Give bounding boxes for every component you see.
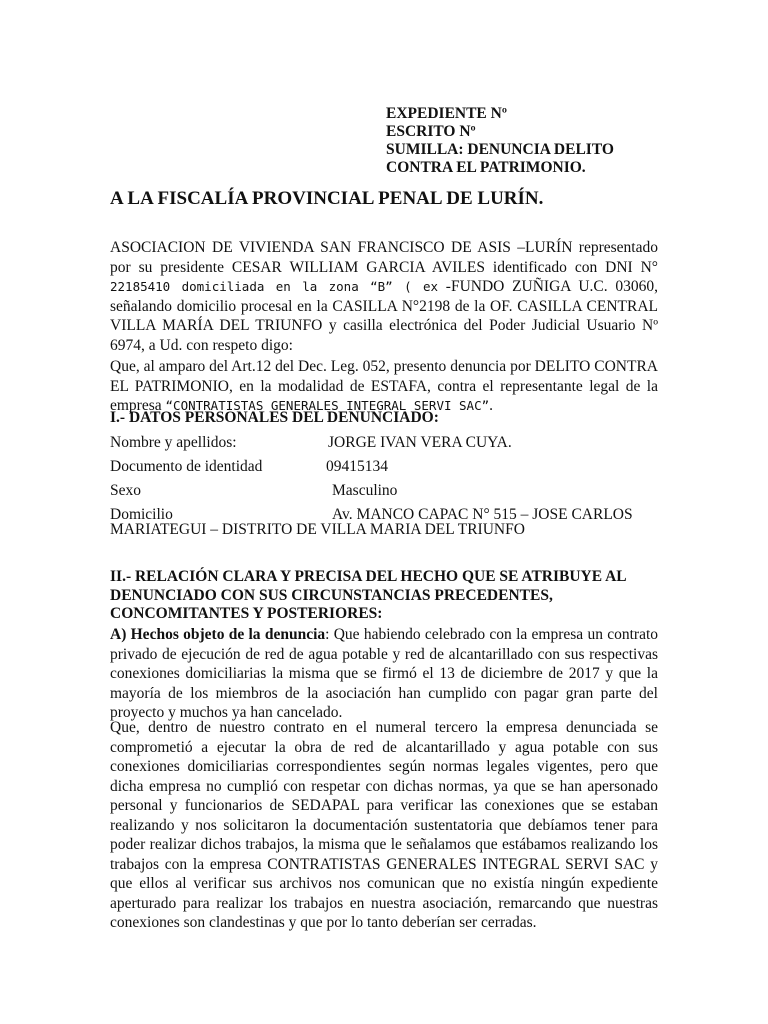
nombre-label: Nombre y apellidos:	[110, 434, 237, 451]
denuncia-paragraph	[110, 357, 658, 416]
nombre-value: JORGE IVAN VERA CUYA.	[328, 434, 512, 451]
intro-paragraph	[110, 238, 658, 355]
domicilio-continuation: MARIATEGUI – DISTRITO DE VILLA MARIA DEL TRIUNFO	[110, 521, 525, 538]
hechos-text: : Que habiendo celebrado con la empresa un contrato privado de ejecución de red de agua potable y red de alcantarillado con sus respectivas conexiones domiciliarias la misma que se firmó el 13 de diciembre de 2017 y que la mayoría de los miembros de la asociación han cumplido con pagar gran parte del proyecto y muchos ya han cancelado.	[110, 626, 659, 721]
documento-label: Documento de identidad	[110, 458, 263, 475]
field-nombre	[110, 434, 512, 452]
company-name-mono: “CONTRATISTAS GENERALES INTEGRAL SERVI SAC”	[165, 398, 490, 413]
field-sexo	[110, 482, 398, 500]
escrito-line: ESCRITO Nº	[386, 123, 476, 140]
documento-value: 09415134	[326, 458, 388, 475]
intro-text-1: ASOCIACION DE VIVIENDA SAN FRANCISCO DE ASIS –LURÍN representado por su presidente CESAR WILLIAM GARCIA AVILES identificado con DNI N°	[110, 239, 658, 276]
sexo-value: Masculino	[332, 482, 398, 499]
sumilla-line-2: CONTRA EL PATRIMONIO.	[386, 159, 586, 176]
field-documento	[110, 458, 388, 476]
hechos-paragraph	[110, 625, 658, 723]
domicilio-value: Av. MANCO CAPAC N° 515 – JOSE CARLOS	[332, 506, 633, 523]
hechos-label: A) Hechos objeto de la denuncia	[110, 626, 326, 643]
expediente-line: EXPEDIENTE Nº	[386, 105, 507, 122]
denuncia-text-1: Que, al amparo del Art.12 del Dec. Leg. 052, presento denuncia por DELITO CONTRA EL PATRIMONIO, en la modalidad de ESTAFA, contra el representante legal de la empresa	[110, 358, 658, 414]
sumilla-line: SUMILLA: DENUNCIA DELITO	[386, 141, 614, 158]
domicilio-label: Domicilio	[110, 506, 173, 523]
addressee-title: A LA FISCALÍA PROVINCIAL PENAL DE LURÍN.	[110, 188, 544, 209]
denuncia-text-2: .	[489, 397, 493, 414]
case-header	[386, 105, 614, 177]
intro-text-2: -FUNDO ZUÑIGA U.C. 03060, señalando domicilio procesal en la CASILLA N°2198 de la OF. CASILLA CENTRAL VILLA MARÍA DEL TRIUNFO y casilla electrónica del Poder Judicial Usuario Nº 6974, a Ud. con respeto digo:	[110, 278, 658, 354]
section-2-heading: II.- RELACIÓN CLARA Y PRECISA DEL HECHO QUE SE ATRIBUYE AL DENUNCIADO CON SUS CIRCUNSTANCIAS PRECEDENTES, CONCOMITANTES Y POSTERIORES:	[110, 568, 626, 622]
sexo-label: Sexo	[110, 482, 141, 499]
intro-text-mono: 22185410 domiciliada en la zona “B” ( ex	[110, 279, 439, 294]
contrato-paragraph: Que, dentro de nuestro contrato en el numeral tercero la empresa denunciada se comprometió a ejecutar la obra de red de alcantarillado y agua potable con sus conexiones domiciliarias correspondientes según normas legales vigentes, pero que dicha empresa no cumplió con respetar con dichas normas, ya que se han apersonado personal y funcionarios de SEDAPAL para verificar las conexiones que se estaban realizando y nos solicitaron la documentación sustentatoria que debíamos tener para poder realizar dichos trabajos, la misma que le señalamos que estábamos realizando los trabajos con la empresa CONTRATISTAS GENERALES INTEGRAL SERVI SAC y que ellos al verificar sus archivos nos comunican que no existía ningún expediente aperturado para realizar los trabajos en nuestra asociación, remarcando que nuestras conexiones son clandestinas y que por lo tanto deberían ser cerradas.	[110, 719, 658, 931]
section-1-heading: I.- DATOS PERSONALES DEL DENUNCIADO:	[110, 409, 439, 426]
